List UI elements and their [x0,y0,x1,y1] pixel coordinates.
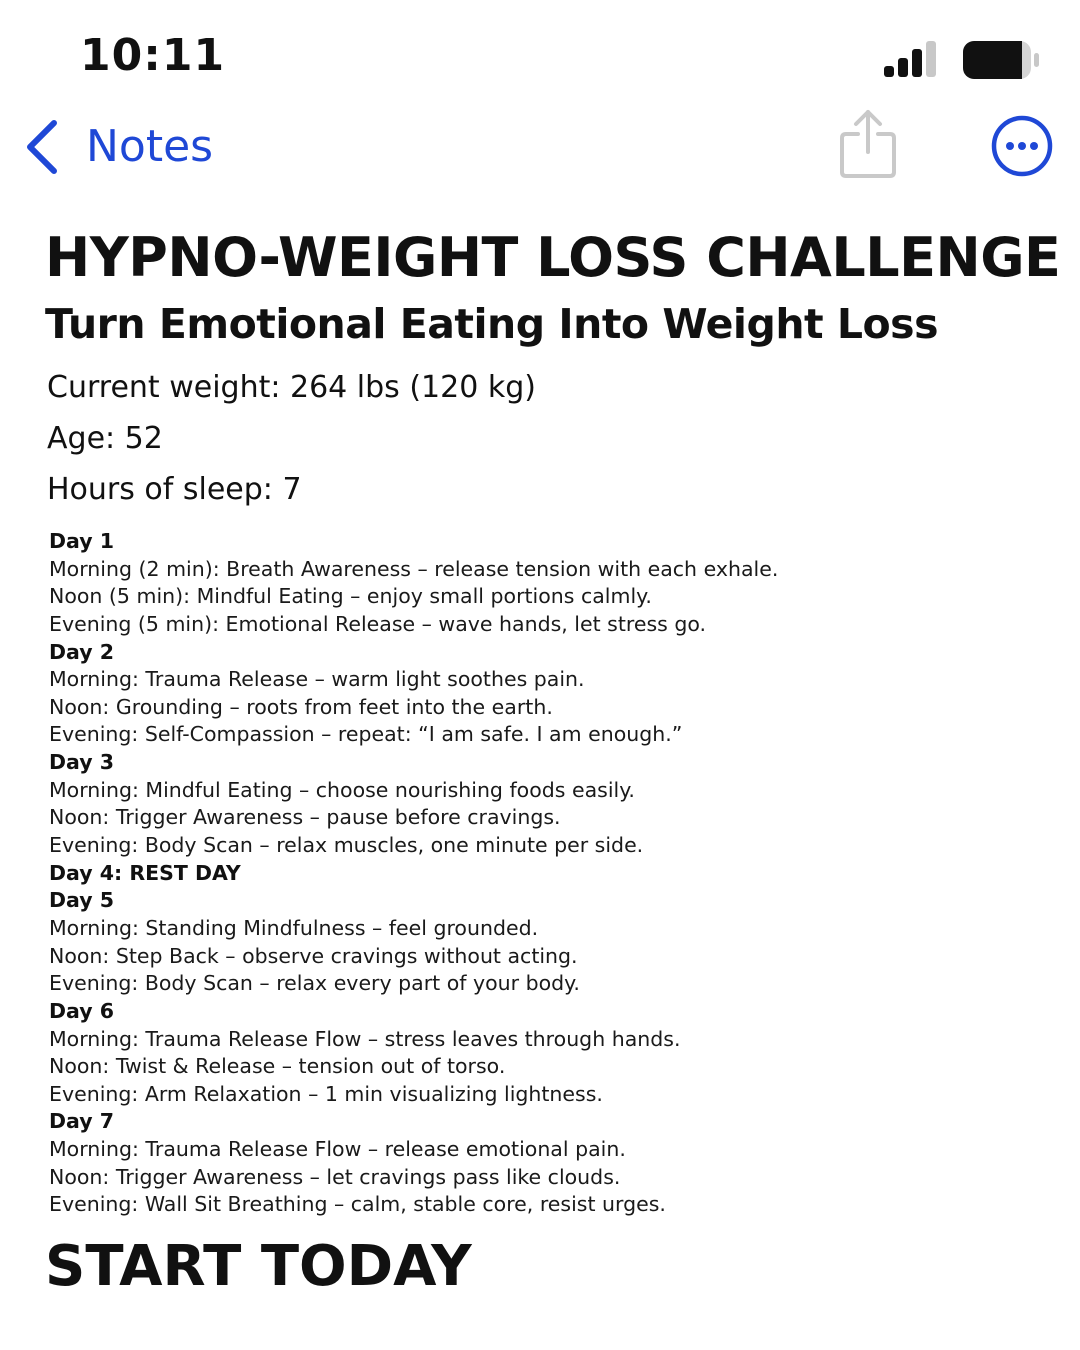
plan-item: Morning: Mindful Eating – choose nourishing foods easily. [49,777,635,802]
plan-item: Noon: Step Back – observe cravings without acting. [49,943,578,968]
plan-item: Evening: Body Scan – relax muscles, one minute per side. [49,833,644,858]
nav-bar [0,100,1080,200]
plan-item: Noon: Grounding – roots from feet into the earth. [49,694,553,719]
battery-icon [962,40,1042,80]
share-icon[interactable] [838,108,898,180]
note-subtitle: Turn Emotional Eating Into Weight Loss [45,300,938,348]
back-button[interactable] [22,114,213,180]
age: Age: 52 [47,421,163,456]
plan-item: Evening: Self-Compassion – repeat: “I am safe. I am enough.” [49,722,683,747]
plan-item: Noon (5 min): Mindful Eating – enjoy small portions calmly. [49,584,652,609]
plan-item: Evening: Body Scan – relax every part of your body. [49,971,580,996]
plan-item: Morning: Trauma Release Flow – release emotional pain. [49,1137,626,1162]
cellular-signal-icon [882,40,942,78]
day-heading: Day 6 [49,998,114,1023]
status-time: 10:11 [80,30,226,81]
note-title: HYPNO-WEIGHT LOSS CHALLENGE [45,226,1061,289]
plan-item: Noon: Twist & Release – tension out of torso. [49,1054,506,1079]
plan-item: Noon: Trigger Awareness – let cravings pass like clouds. [49,1164,621,1189]
challenge-plan [49,528,1049,1219]
plan-item: Evening: Arm Relaxation – 1 min visualizing lightness. [49,1081,603,1106]
plan-item: Morning: Trauma Release Flow – stress leaves through hands. [49,1026,681,1051]
day-heading: Day 3 [49,750,114,775]
back-label: Notes [86,121,214,172]
current-weight: Current weight: 264 lbs (120 kg) [47,370,536,405]
chevron-left-icon [22,117,62,177]
plan-item: Morning: Standing Mindfulness – feel grounded. [49,915,539,940]
day-heading: Day 7 [49,1109,114,1134]
day-heading: Day 1 [49,529,114,553]
plan-item: Evening (5 min): Emotional Release – wave hands, let stress go. [49,611,707,636]
plan-item: Morning: Trauma Release – warm light soothes pain. [49,667,585,692]
status-bar [0,0,1080,100]
day-heading: Day 2 [49,639,114,664]
day-heading: Day 5 [49,888,114,913]
plan-item: Noon: Trigger Awareness – pause before cravings. [49,805,561,830]
plan-item: Morning (2 min): Breath Awareness – release tension with each exhale. [49,556,779,581]
day-heading: Day 4: REST DAY [49,860,241,885]
ellipsis-circle-icon[interactable] [990,114,1054,178]
plan-item: Evening: Wall Sit Breathing – calm, stable core, resist urges. [49,1192,666,1217]
hours-of-sleep: Hours of sleep: 7 [47,472,302,507]
start-today-heading: START TODAY [45,1234,472,1299]
